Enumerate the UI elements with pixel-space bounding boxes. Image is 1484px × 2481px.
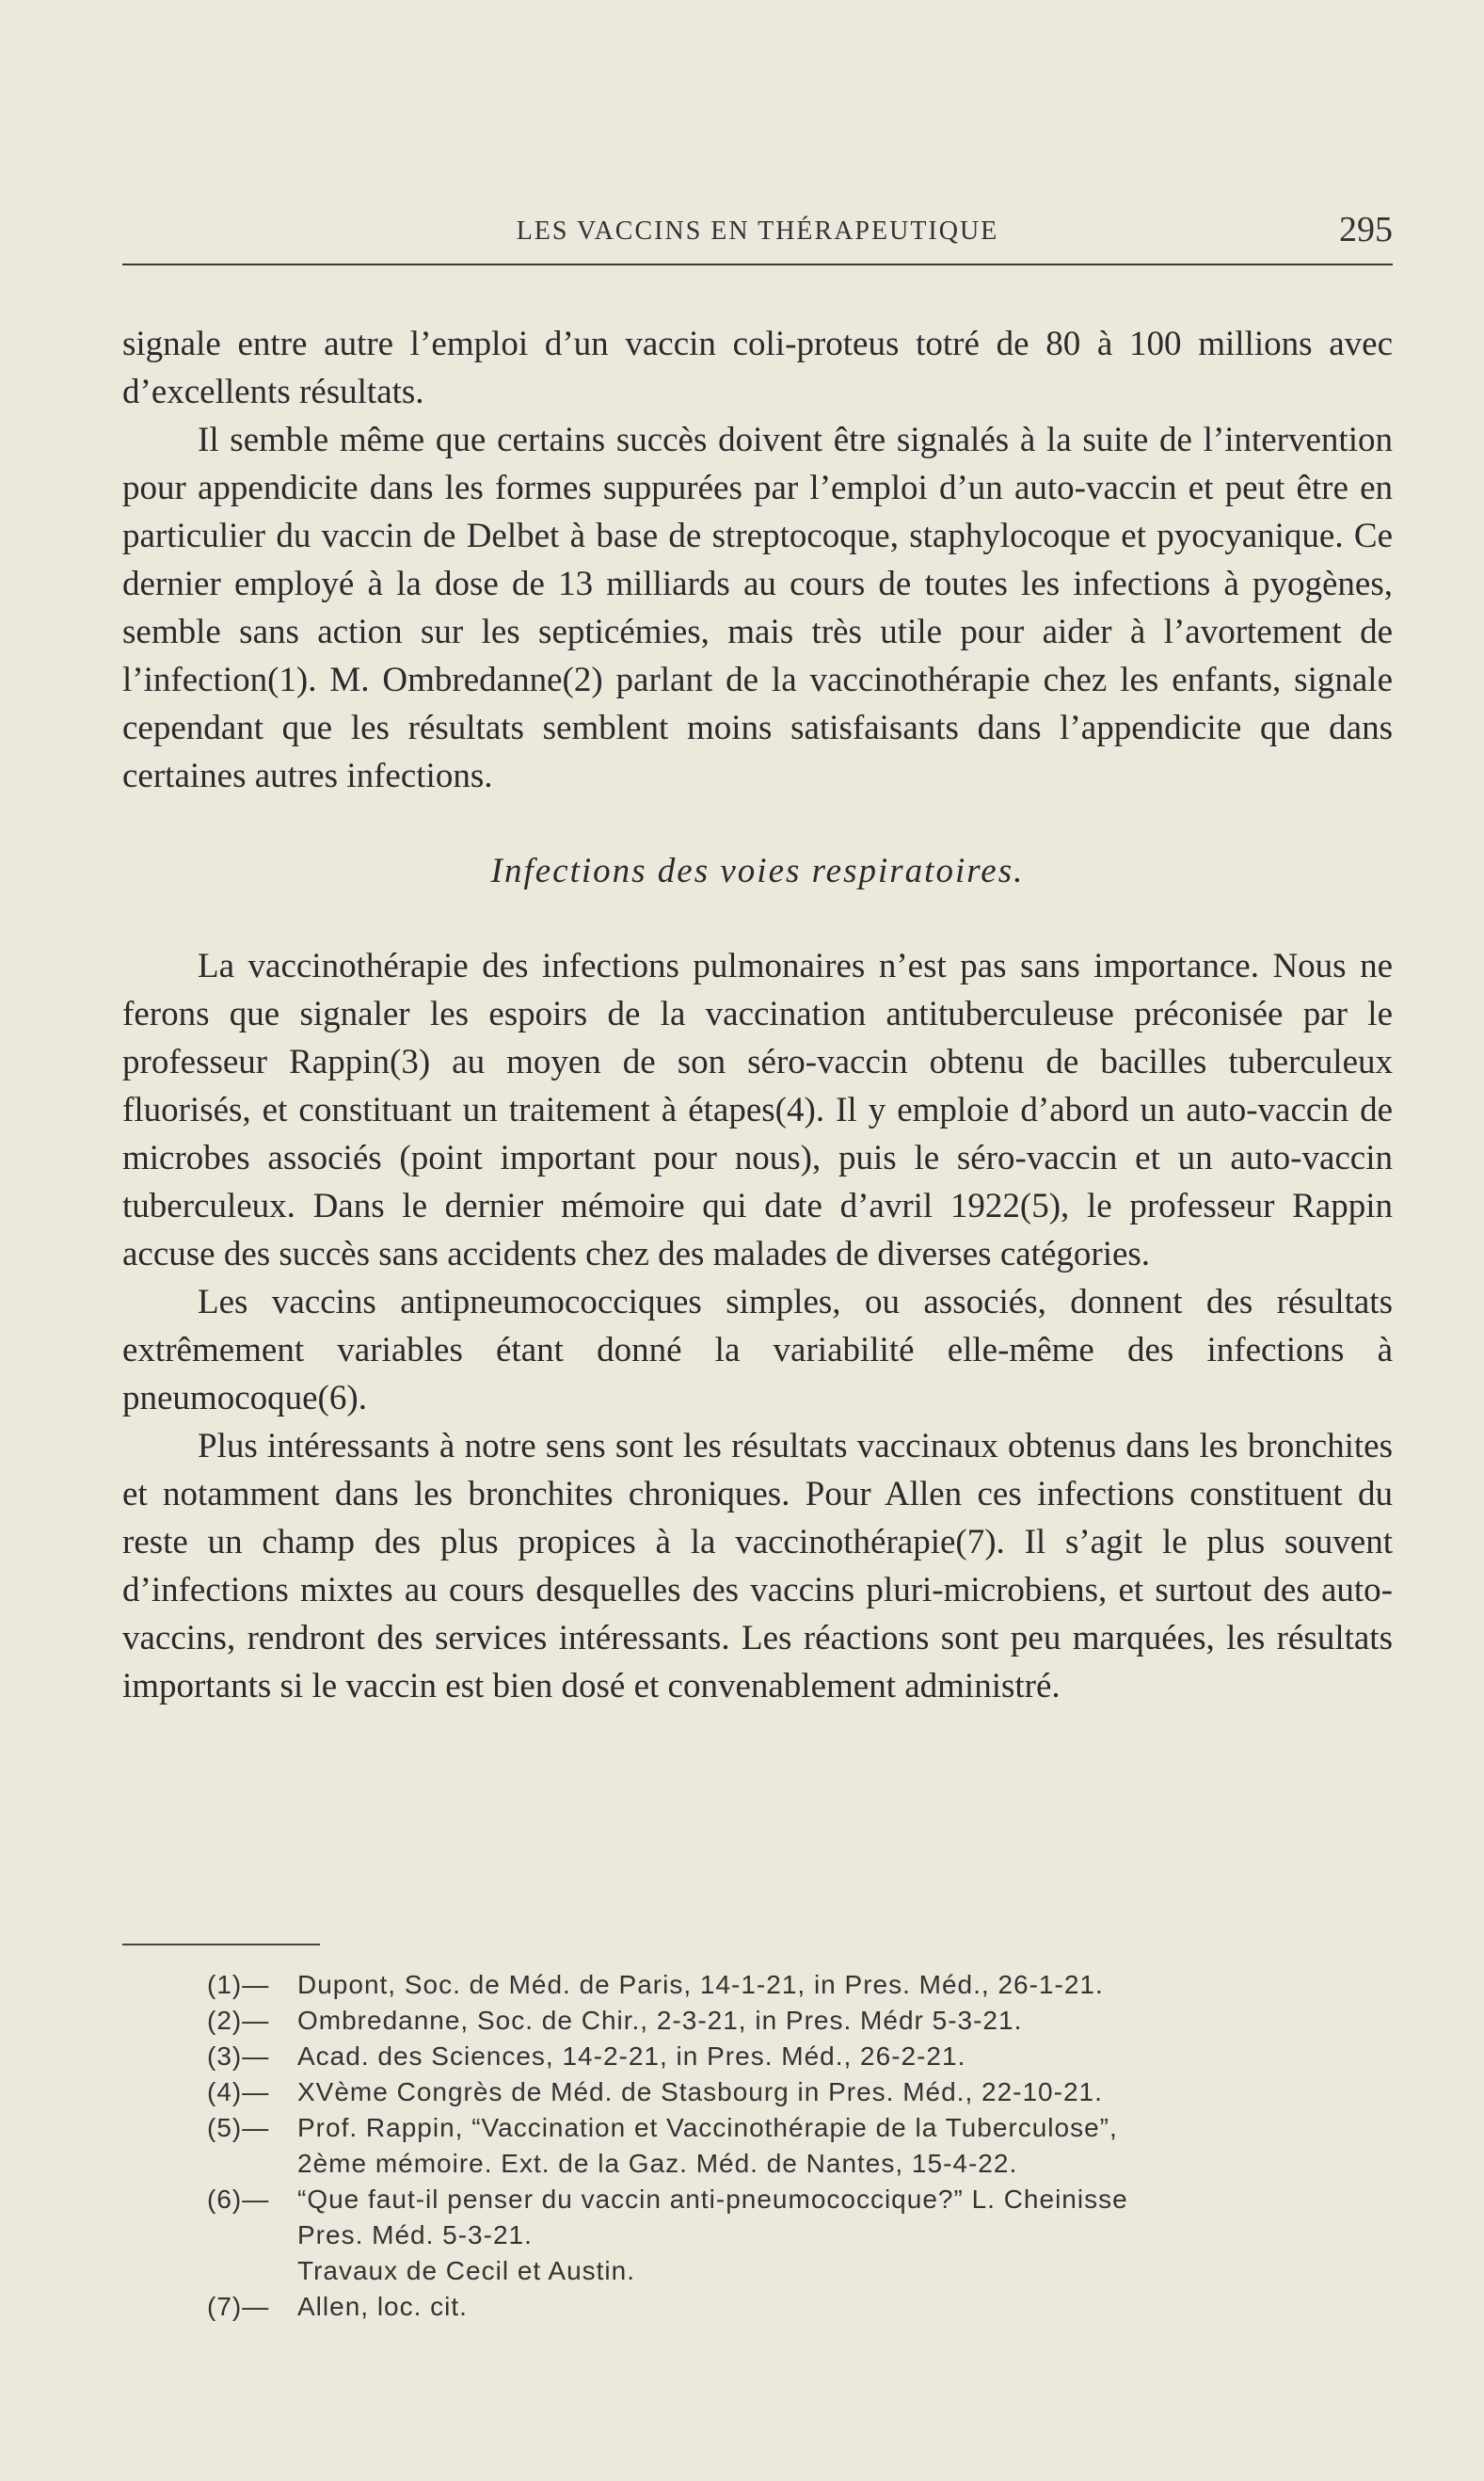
paragraph-2: Il semble même que certains succès doivent être signalés à la suite de l’intervention pour appendicite dans les formes suppurées par l’emploi d’un auto-vaccin et peut être en particulier du vaccin de Delbet à base de streptocoque, staphylocoque et pyocyanique. Ce dernier employé à la dose de 13 milliards au cours de toutes les infections à pyogènes, semble sans action sur les septicémies, mais très utile pour aider à l’avortement de l’infection(1). M. Ombredanne(2) parlant de la vaccinothérapie chez les enfants, signale cependant que les résultats semblent moins satisfaisants dans l’appendicite que dans certaines autres infections.	[122, 421, 1393, 795]
footnote	[207, 2039, 1336, 2074]
footnote-line: 2ème mémoire. Ext. de la Gaz. Méd. de Nantes, 15-4-22.	[297, 2149, 1018, 2178]
footnote-number: (3)—	[207, 2041, 270, 2071]
footnote-text	[297, 2003, 1336, 2039]
footnote-number: (1)—	[207, 1970, 270, 1999]
footnote	[207, 1967, 1336, 2003]
footnote-text	[297, 2110, 1336, 2182]
footnotes	[207, 1967, 1336, 2325]
footnote-text	[297, 1967, 1336, 2003]
footnote-line: “Que faut-il penser du vaccin anti-pneumococcique?” L. Cheinisse	[297, 2185, 1128, 2214]
footnote-line: Pres. Méd. 5-3-21.	[297, 2220, 533, 2249]
footnote-number: (5)—	[207, 2113, 270, 2142]
footnote	[207, 2074, 1336, 2110]
footnote-text	[297, 2074, 1336, 2110]
paragraph-1: signale entre autre l’emploi d’un vaccin coli-proteus totré de 80 à 100 millions avec d’excellents résultats.	[122, 325, 1393, 411]
footnote-line: XVème Congrès de Méd. de Stasbourg in Pres. Méd., 22-10-21.	[297, 2077, 1103, 2106]
footnote-number: (2)—	[207, 2006, 270, 2035]
footnote-text	[297, 2182, 1336, 2289]
running-title: LES VACCINS EN THÉRAPEUTIQUE	[516, 216, 999, 246]
footnote-text	[297, 2039, 1336, 2074]
body-text	[122, 320, 1393, 1710]
footnote-text	[297, 2289, 1336, 2325]
footnote-line: Acad. des Sciences, 14-2-21, in Pres. Méd., 26-2-21.	[297, 2041, 966, 2071]
footnote-line: Ombredanne, Soc. de Chir., 2-3-21, in Pres. Médr 5-3-21.	[297, 2006, 1023, 2035]
paragraph-3: La vaccinothérapie des infections pulmonaires n’est pas sans importance. Nous ne ferons que signaler les espoirs de la vaccination antituberculeuse préconisée par le professeur Rappin(3) au moyen de son séro-vaccin obtenu de bacilles tuberculeux fluorisés, et constituant un traitement à étapes(4). Il y emploie d’abord un auto-vaccin de microbes associés (point important pour nous), puis le séro-vaccin et un auto-vaccin tuberculeux. Dans le dernier mémoire qui date d’avril 1922(5), le professeur Rappin accuse des succès sans accidents chez des malades de diverses catégories.	[122, 947, 1393, 1273]
section-title: Infections des voies respiratoires.	[490, 852, 1025, 890]
footnote-line: Dupont, Soc. de Méd. de Paris, 14-1-21, in Pres. Méd., 26-1-21.	[297, 1970, 1104, 1999]
footnote-line: Prof. Rappin, “Vaccination et Vaccinothérapie de la Tuberculose”,	[297, 2113, 1118, 2142]
footnote	[207, 2182, 1336, 2289]
footnote-line: Allen, loc. cit.	[297, 2292, 468, 2321]
footnote	[207, 2289, 1336, 2325]
footnote-number: (4)—	[207, 2077, 270, 2106]
footnote-number: (7)—	[207, 2292, 270, 2321]
footnote-line: Travaux de Cecil et Austin.	[297, 2256, 636, 2285]
page-number: 295	[1339, 210, 1393, 249]
paragraph-4: Les vaccins antipneumococciques simples, ou associés, donnent des résultats extrêmement variables étant donné la variabilité elle-même des infections à pneumocoque(6).	[122, 1283, 1393, 1417]
paragraph-5: Plus intéressants à notre sens sont les résultats vaccinaux obtenus dans les bronchites et notamment dans les bronchites chroniques. Pour Allen ces infections constituent du reste un champ des plus propices à la vaccinothérapie(7). Il s’agit le plus souvent d’infections mixtes au cours desquelles des vaccins pluri-microbiens, et surtout des auto-vaccins, rendront des services intéressants. Les réactions sont peu marquées, les résultats importants si le vaccin est bien dosé et convenablement administré.	[122, 1427, 1393, 1705]
footnote-number: (6)—	[207, 2185, 270, 2214]
footnote	[207, 2110, 1336, 2182]
footnote-divider	[122, 1944, 320, 1945]
running-header	[122, 207, 1393, 265]
footnote	[207, 2003, 1336, 2039]
